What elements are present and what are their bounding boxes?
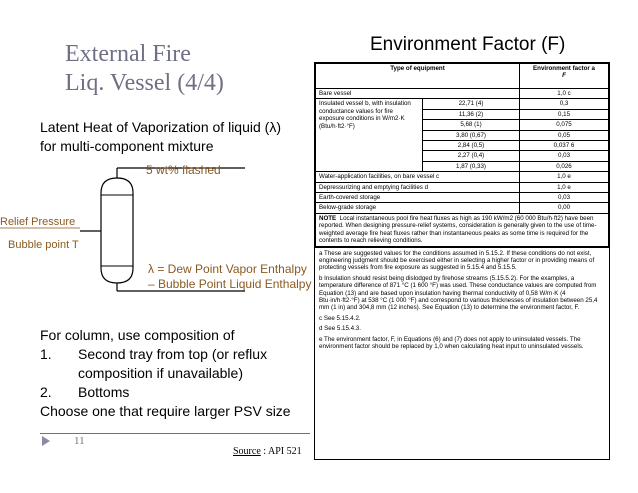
insulated-k: 22,71 (4)	[423, 99, 520, 109]
footnote-a: a These are suggested values for the conditions assumed in 5.15.2. If these conditions do not exist, engineering judgment should be exercised either in selecting a higher factor or in providing means of protecting vessels from fire exposure as suggested in 5.15.4 and 5.15.5.	[319, 249, 595, 272]
slide-title	[65, 40, 224, 98]
column-intro: For column, use composition of	[40, 327, 235, 343]
factor-table	[315, 63, 609, 247]
column-guidance	[40, 326, 291, 421]
table-row	[316, 172, 609, 182]
header-F: F	[562, 72, 566, 80]
title-line-1: External Fire	[65, 41, 191, 67]
footnote-d: d See 5.15.4.3.	[319, 325, 361, 333]
latent-line-2: for multi-component mixture	[40, 138, 214, 154]
row-bare-value: 1,0 c	[520, 89, 609, 99]
table-row	[316, 213, 609, 246]
page-number: 11	[74, 435, 85, 447]
insulated-k: 11,36 (2)	[423, 109, 520, 119]
table-row	[316, 89, 609, 99]
relief-pressure-label: Relief Pressure	[0, 216, 76, 228]
insulated-k: 3,80 (0,67)	[423, 130, 520, 140]
note-label: NOTE	[319, 214, 337, 222]
lambda-line-2: – Bubble Point Liquid Enthalpy	[148, 277, 312, 291]
header-type: Type of equipment	[316, 64, 520, 89]
latent-line-1: Latent Heat of Vaporization of liquid (λ)	[40, 119, 281, 135]
footnote-b: b Insulation should resist being dislodged by firehose streams (5.15.5.2). For the examples, a temperature difference of 871 °C (1 600 °F) was used. These conductance values are computed from Equation (13) and are based upon insulation having thermal conductivity of 0,58 W/m·K (4 Btu·in/h·ft2·°F) at 538 °C (1 000 °F) and correspond to various thicknesses of insulation between 25,4 mm (1 in) and 304,8 mm (12 inches). See Equation (13) to determine the environment factor, F.	[319, 274, 598, 312]
footnote-c: c See 5.15.4.2.	[319, 314, 361, 322]
row-earth-label: Earth-covered storage	[316, 193, 520, 203]
insulated-f: 0,075	[520, 120, 609, 130]
row-water-value: 1,0 e	[520, 172, 609, 182]
table-footnotes	[315, 247, 609, 356]
table-row	[316, 193, 609, 203]
note-cell	[316, 213, 609, 246]
title-line-2: Liq. Vessel (4/4)	[65, 70, 224, 96]
insulated-f: 0,026	[520, 161, 609, 171]
row-below-value: 0,00	[520, 203, 609, 213]
triangle-bullet-icon	[42, 436, 50, 446]
table-header-row	[316, 64, 609, 89]
insulated-f: 0,15	[520, 109, 609, 119]
source-text: : API 521	[260, 446, 302, 457]
insulated-f: 0,037 6	[520, 141, 609, 151]
note-text: Local instantaneous pool fire heat fluxes as high as 190 kW/m2 (60 000 Btu/h·ft2) have been reported. When designing pressure-relief systems, consideration is generally given to the use of time-weighted average fire heat fluxes rather than instantaneous peaks as some time is required for the contents to reach relieving conditions.	[319, 214, 597, 245]
row-water-label: Water-application facilities, on bare vessel c	[316, 172, 520, 182]
insulated-k: 1,87 (0,33)	[423, 161, 520, 171]
row-depress-value: 1,0 e	[520, 182, 609, 192]
bubble-point-label: Bubble point T	[8, 239, 79, 251]
header-factor	[520, 64, 609, 89]
flashed-label: 5 wt% flashed	[146, 163, 221, 177]
list-item-2	[40, 383, 291, 402]
row-bare-label: Bare vessel	[316, 89, 520, 99]
row-below-label: Below-grade storage	[316, 203, 520, 213]
insulated-k: 5,68 (1)	[423, 120, 520, 130]
item-2-text: Bottoms	[78, 384, 130, 400]
table-row	[316, 182, 609, 192]
insulated-k: 2,84 (0,5)	[423, 141, 520, 151]
table-row	[316, 203, 609, 213]
table-row	[316, 99, 609, 109]
row-insulated-label: Insulated vessel b, with insulation conductance values for fire exposure conditions in W/m2·K (Btu/h·ft2·°F)	[316, 99, 423, 172]
insulated-f: 0,03	[520, 151, 609, 161]
footnote-e: e The environment factor, F, in Equations (6) and (7) does not apply to uninsulated vessels. The environment factor should be replaced by 1,0 when calculating heat input to uninsulated vessels.	[319, 335, 584, 350]
environment-factor-table	[314, 62, 610, 460]
row-depress-label: Depressurizing and emptying facilities d	[316, 182, 520, 192]
insulated-k: 2,27 (0,4)	[423, 151, 520, 161]
insulated-f: 0,05	[520, 130, 609, 140]
item-1-text: Second tray from top (or reflux	[78, 346, 268, 362]
header-factor-label: Environment factor a	[533, 65, 595, 72]
row-earth-value: 0,03	[520, 193, 609, 203]
lambda-line-1: λ = Dew Point Vapor Enthalpy	[148, 262, 307, 276]
footer-divider	[40, 433, 310, 434]
source-label: Source	[233, 446, 261, 457]
environment-factor-title: Environment Factor (F)	[370, 34, 566, 55]
list-item-1	[40, 345, 291, 364]
item-2-number: 2.	[40, 384, 52, 400]
source-note	[233, 446, 302, 457]
choose-text: Choose one that require larger PSV size	[40, 403, 291, 419]
item-1-number: 1.	[40, 346, 52, 362]
insulated-f: 0,3	[520, 99, 609, 109]
item-1-continuation: composition if unavailable)	[78, 365, 243, 381]
